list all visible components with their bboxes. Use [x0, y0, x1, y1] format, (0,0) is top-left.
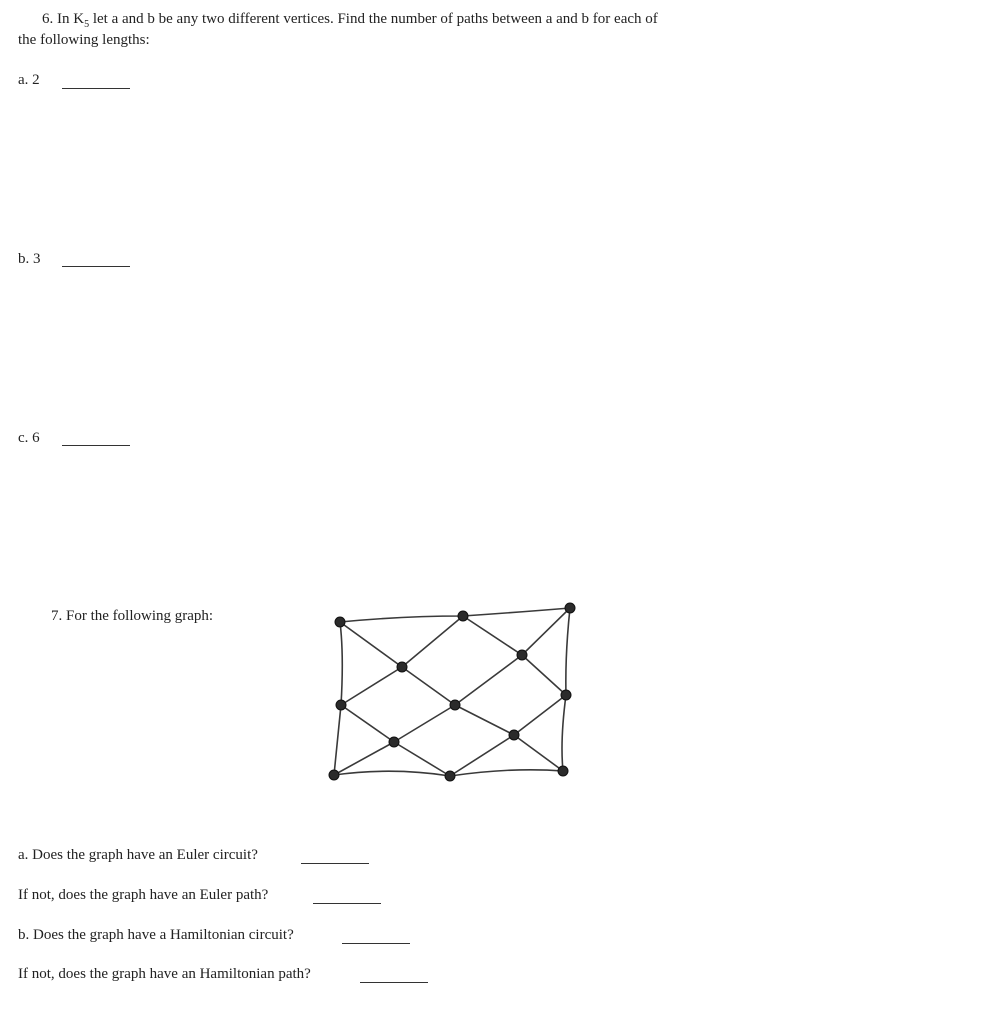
graph-vertices — [329, 603, 575, 781]
q6-item-b-answer-blank[interactable] — [62, 266, 130, 267]
q6-item-a-answer-blank[interactable] — [62, 88, 130, 89]
q6-item-c-label: c. 6 — [18, 430, 40, 446]
graph-vertex — [397, 662, 407, 672]
graph-vertex — [336, 700, 346, 710]
q7-euler-circuit-answer-blank[interactable] — [301, 863, 369, 864]
graph-edges — [334, 608, 570, 776]
graph-vertex — [558, 766, 568, 776]
graph-vertex — [565, 603, 575, 613]
q6-line1-post: let a and b be any two different vertices. Find the number of paths between a and b for each of — [89, 11, 658, 27]
graph-vertex — [335, 617, 345, 627]
q7-question-euler-circuit: a. Does the graph have an Euler circuit? — [18, 847, 258, 863]
q7-euler-path-answer-blank[interactable] — [313, 903, 381, 904]
graph-vertex — [445, 771, 455, 781]
q7-hamiltonian-path-answer-blank[interactable] — [360, 982, 428, 983]
q7-question-hamiltonian-path: If not, does the graph have an Hamiltonian path? — [18, 966, 311, 982]
q6-line2: the following lengths: — [18, 32, 150, 48]
graph-edge-top — [340, 608, 570, 622]
q7-question-euler-path: If not, does the graph have an Euler path? — [18, 887, 269, 903]
graph-vertex — [561, 690, 571, 700]
q6-item-b-label: b. 3 — [18, 251, 41, 267]
q6-line1 — [42, 11, 658, 30]
q7-question-hamiltonian-circuit: b. Does the graph have a Hamiltonian circuit? — [18, 927, 294, 943]
q7-heading: 7. For the following graph: — [51, 608, 214, 624]
graph-edge-diag-6 — [450, 695, 566, 776]
q6-line1-pre: 6. In K — [42, 11, 85, 27]
graph-vertex — [450, 700, 460, 710]
q6-line1-sub: 5 — [84, 19, 90, 30]
q6-item-a-label: a. 2 — [18, 72, 40, 88]
graph-vertex — [458, 611, 468, 621]
graph-vertex — [509, 730, 519, 740]
graph-vertex — [517, 650, 527, 660]
graph-edge-diag-1 — [340, 622, 563, 771]
q6-item-c-answer-blank[interactable] — [62, 445, 130, 446]
graph-vertex — [389, 737, 399, 747]
graph-drawing — [322, 595, 587, 795]
graph-edge-left — [334, 622, 342, 775]
graph-edge-diag-5 — [341, 616, 463, 705]
graph-vertex — [329, 770, 339, 780]
q7-hamiltonian-circuit-answer-blank[interactable] — [342, 943, 410, 944]
